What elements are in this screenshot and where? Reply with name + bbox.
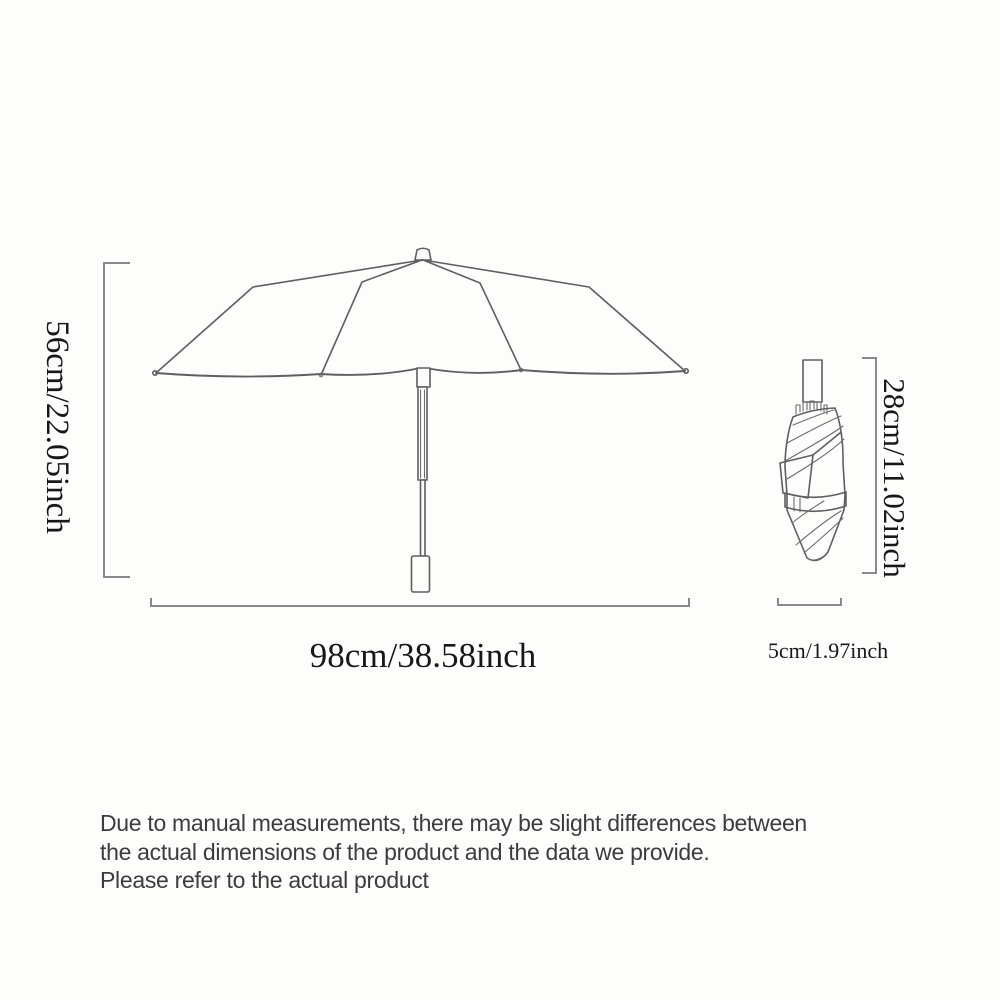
umbrella-tip-right [684,369,688,373]
umbrella-top-cap [415,248,431,260]
height-dimension-bracket-open [103,262,130,578]
folded-umbrella-wrap-lines [785,410,844,479]
umbrella-shaft-upper-tube [418,387,427,480]
umbrella-handle [412,556,430,592]
disclaimer-text [100,809,807,895]
disclaimer-line-2: the actual dimensions of the product and the data we provide. [100,838,710,865]
folded-umbrella-rib-tips [796,401,827,414]
disclaimer-line-3: Please refer to the actual product [100,867,429,893]
umbrella-rib-left-outer [156,260,422,373]
umbrella-rib-right-inner [423,260,521,370]
disclaimer-line-1: Due to manual measurements, there may be slight differences between [100,810,807,836]
umbrella-shaft-connector [417,368,430,387]
folded-height-label: 28cm/11.02inch [877,378,912,578]
folded-umbrella-handle [803,360,822,402]
folded-width-label: 5cm/1.97inch [767,638,889,663]
folded-umbrella-flap [780,433,840,498]
open-width-label: 98cm/38.58inch [309,636,537,675]
open-height-label: 56cm/22.05inch [39,320,75,534]
folded-umbrella-tip [807,556,824,560]
open-umbrella-illustration [130,240,710,600]
umbrella-rib-left-inner [321,260,422,375]
umbrella-tip-left [153,371,157,375]
width-dimension-bracket-open [150,598,690,607]
width-dimension-bracket-folded [777,598,842,606]
umbrella-shaft-lower-rod [421,480,426,556]
